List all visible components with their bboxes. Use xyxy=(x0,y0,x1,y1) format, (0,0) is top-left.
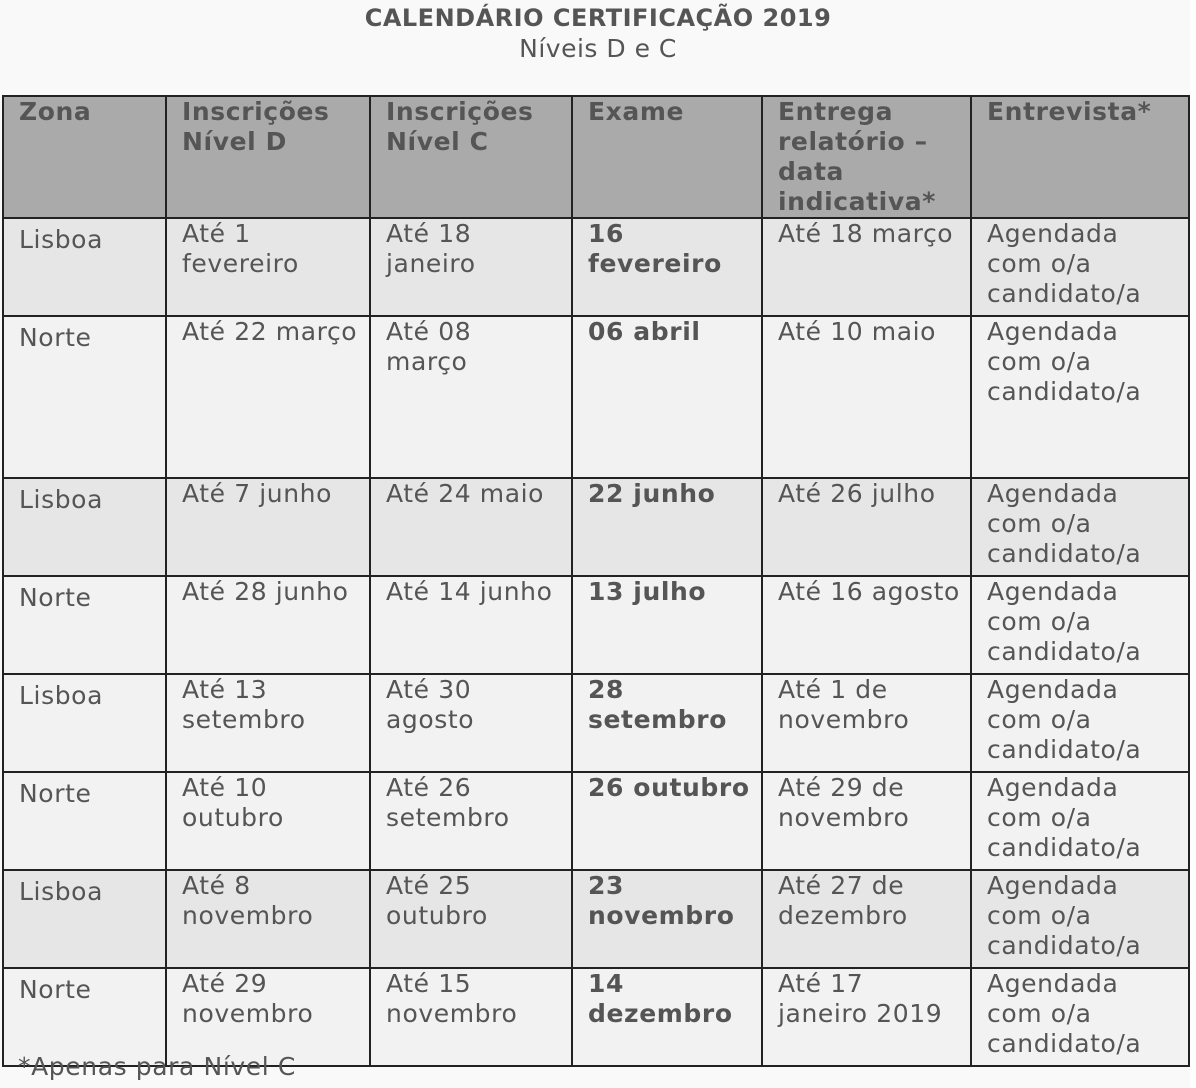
column-header-entrega-relatorio: Entrega relatório – data indicativa* xyxy=(762,96,971,218)
cell-exame: 28 setembro xyxy=(572,674,762,772)
page-subtitle: Níveis D e C xyxy=(519,34,677,63)
table-row xyxy=(3,870,1189,968)
table-row xyxy=(3,478,1189,576)
cell-relatorio: Até 26 julho xyxy=(762,478,971,576)
cell-entrevista: Agendada com o/a candidato/a xyxy=(971,772,1189,870)
table-row xyxy=(3,316,1189,478)
cell-nivel-d: Até 1 fevereiro xyxy=(166,218,370,316)
cell-nivel-c: Até 25 outubro xyxy=(370,870,572,968)
cell-relatorio: Até 29 de novembro xyxy=(762,772,971,870)
cell-entrevista: Agendada com o/a candidato/a xyxy=(971,478,1189,576)
column-header-zona: Zona xyxy=(3,96,166,218)
cell-nivel-c: Até 15 novembro xyxy=(370,968,572,1066)
cell-entrevista: Agendada com o/a candidato/a xyxy=(971,576,1189,674)
cell-zona: Norte xyxy=(3,576,166,674)
cell-nivel-c: Até 26 setembro xyxy=(370,772,572,870)
cell-nivel-d: Até 7 junho xyxy=(166,478,370,576)
column-header-exame: Exame xyxy=(572,96,762,218)
cell-entrevista: Agendada com o/a candidato/a xyxy=(971,870,1189,968)
cell-exame: 23 novembro xyxy=(572,870,762,968)
cell-exame: 16 fevereiro xyxy=(572,218,762,316)
table-header-row xyxy=(3,96,1189,218)
page-title: CALENDÁRIO CERTIFICAÇÃO 2019 xyxy=(364,4,832,32)
cell-relatorio: Até 10 maio xyxy=(762,316,971,478)
cell-nivel-c: Até 18 janeiro xyxy=(370,218,572,316)
cell-entrevista: Agendada com o/a candidato/a xyxy=(971,674,1189,772)
column-header-inscricoes-nivel-d: Inscrições Nível D xyxy=(166,96,370,218)
cell-relatorio: Até 1 de novembro xyxy=(762,674,971,772)
cell-zona: Lisboa xyxy=(3,478,166,576)
cell-zona: Norte xyxy=(3,772,166,870)
cell-entrevista: Agendada com o/a candidato/a xyxy=(971,968,1189,1066)
cell-nivel-c: Até 08 março xyxy=(370,316,572,478)
cell-zona: Lisboa xyxy=(3,870,166,968)
cell-nivel-d: Até 29 novembro xyxy=(166,968,370,1066)
cell-zona: Lisboa xyxy=(3,674,166,772)
cell-nivel-c: Até 24 maio xyxy=(370,478,572,576)
cell-nivel-c: Até 30 agosto xyxy=(370,674,572,772)
cell-exame: 26 outubro xyxy=(572,772,762,870)
cell-nivel-d: Até 28 junho xyxy=(166,576,370,674)
table-row xyxy=(3,576,1189,674)
table-row xyxy=(3,218,1189,316)
cell-exame: 13 julho xyxy=(572,576,762,674)
cell-relatorio: Até 27 de dezembro xyxy=(762,870,971,968)
cell-zona: Lisboa xyxy=(3,218,166,316)
cell-exame: 14 dezembro xyxy=(572,968,762,1066)
cell-nivel-c: Até 14 junho xyxy=(370,576,572,674)
column-header-inscricoes-nivel-c: Inscrições Nível C xyxy=(370,96,572,218)
footnote: *Apenas para Nível C xyxy=(18,1052,296,1081)
cell-exame: 06 abril xyxy=(572,316,762,478)
cell-relatorio: Até 18 março xyxy=(762,218,971,316)
cell-exame: 22 junho xyxy=(572,478,762,576)
cell-zona: Norte xyxy=(3,968,166,1066)
table-row xyxy=(3,772,1189,870)
cell-relatorio: Até 16 agosto xyxy=(762,576,971,674)
cell-entrevista: Agendada com o/a candidato/a xyxy=(971,218,1189,316)
cell-nivel-d: Até 10 outubro xyxy=(166,772,370,870)
table-row xyxy=(3,674,1189,772)
calendar-table xyxy=(2,95,1190,1067)
cell-zona: Norte xyxy=(3,316,166,478)
cell-relatorio: Até 17 janeiro 2019 xyxy=(762,968,971,1066)
cell-entrevista: Agendada com o/a candidato/a xyxy=(971,316,1189,478)
cell-nivel-d: Até 8 novembro xyxy=(166,870,370,968)
cell-nivel-d: Até 13 setembro xyxy=(166,674,370,772)
column-header-entrevista: Entrevista* xyxy=(971,96,1189,218)
cell-nivel-d: Até 22 março xyxy=(166,316,370,478)
